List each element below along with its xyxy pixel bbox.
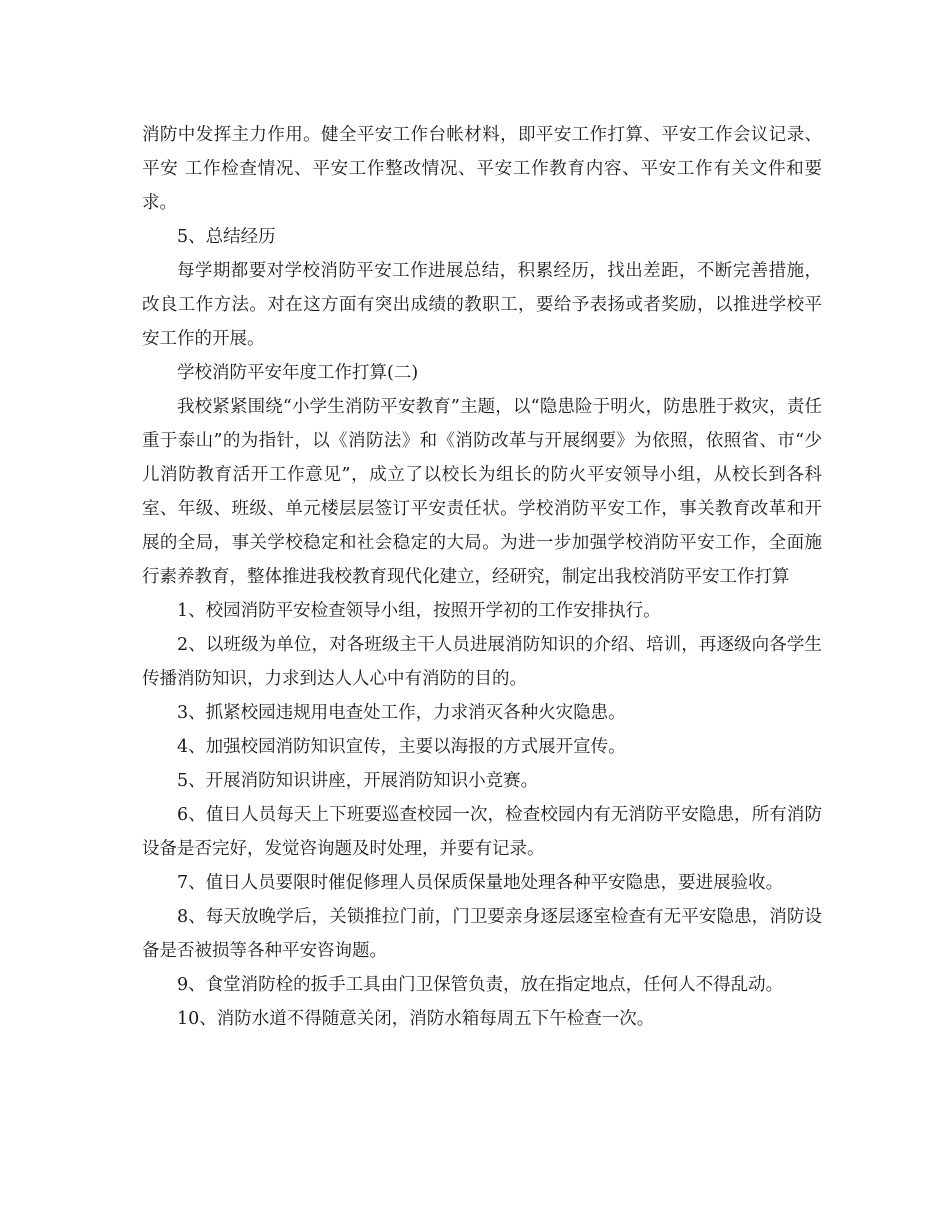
paragraph-plan-intro: 我校紧紧围绕“小学生消防平安教育”主题，以“隐患险于明火，防患胜于救灾，责任重于泰山”的为指针，以《消防法》和《消防改革与开展纲要》为依照，依照省、市“少儿消防教育活开工作意见”，成立了以校长为组长的防火平安领导小组，从校长到各科室、年级、班级、单元楼层层签订平安责任状。学校消防平安工作，事关教育改革和开展的全局，事关学校稳定和社会稳定的大局。为进一步加强学校消防平安工作，全面施行素养教育，整体推进我校教育现代化建立，经研究，制定出我校消防平安工作打算 bbox=[142, 397, 822, 587]
paragraph-semester-summary: 每学期都要对学校消防平安工作进展总结，积累经历，找出差距，不断完善措施，改良工作方法。对在这方面有突出成绩的教职工，要给予表扬或者奖励，以推进学校平安工作的开展。 bbox=[142, 261, 822, 349]
heading-summary-experience: 5、总结经历 bbox=[177, 227, 276, 247]
list-item-1: 1、校园消防平安检查领导小组，按照开学初的工作安排执行。 bbox=[177, 601, 661, 621]
paragraph-continuation: 消防中发挥主力作用。健全平安工作台帐材料，即平安工作打算、平安工作会议记录、平安 工作检查情况、平安工作整改情况、平安工作教育内容、平安工作有关文件和要求。 bbox=[142, 125, 822, 213]
section-title-annual-plan-2: 学校消防平安年度工作打算(二) bbox=[177, 363, 419, 383]
list-item-2: 2、以班级为单位，对各班级主干人员进展消防知识的介绍、培训，再逐级向各学生传播消防知识，力求到达人人心中有消防的目的。 bbox=[142, 635, 822, 689]
list-item-4: 4、加强校园消防知识宣传，主要以海报的方式展开宣传。 bbox=[177, 737, 626, 757]
list-item-6: 6、值日人员每天上下班要巡查校园一次，检查校园内有无消防平安隐患，所有消防设备是否完好，发觉咨询题及时处理，并要有记录。 bbox=[142, 805, 822, 859]
list-item-7: 7、值日人员要限时催促修理人员保质保量地处理各种平安隐患，要进展验收。 bbox=[177, 873, 784, 893]
list-item-5: 5、开展消防知识讲座，开展消防知识小竞赛。 bbox=[177, 771, 539, 791]
list-item-9: 9、食堂消防栓的扳手工具由门卫保管负责，放在指定地点，任何人不得乱动。 bbox=[177, 975, 784, 995]
list-item-10: 10、消防水道不得随意关闭，消防水箱每周五下午检查一次。 bbox=[177, 1009, 655, 1029]
document-body bbox=[142, 118, 822, 1036]
list-item-8: 8、每天放晚学后，关锁推拉门前，门卫要亲身逐层逐室检查有无平安隐患，消防设备是否被损等各种平安咨询题。 bbox=[142, 907, 822, 961]
list-item-3: 3、抓紧校园违规用电查处工作，力求消灭各种火灾隐患。 bbox=[177, 703, 626, 723]
